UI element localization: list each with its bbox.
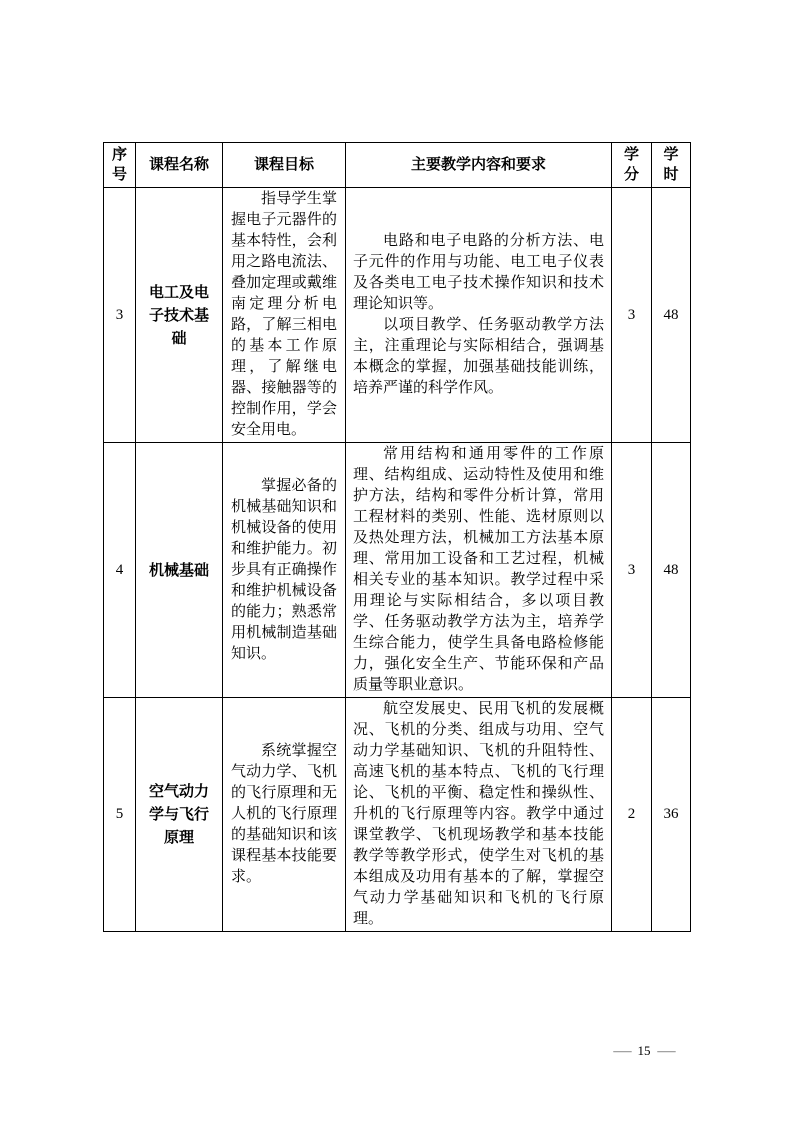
course-hours: 48 bbox=[652, 188, 691, 443]
row-number: 5 bbox=[104, 698, 136, 932]
table-row bbox=[104, 443, 691, 698]
footer-dash-left: — bbox=[612, 1043, 632, 1058]
course-content bbox=[346, 188, 612, 443]
table-header-row bbox=[104, 143, 691, 188]
course-hours: 36 bbox=[652, 698, 691, 932]
content-paragraph: 常用结构和通用零件的工作原理、结构组成、运动特性及使用和维护方法，结构和零件分析计算，常用工程材料的类别、性能、选材原则以及热处理方法，机械加工方法基本原理、常用加工设备和工艺过程，机械相关专业的基本知识。教学过程中采用理论与实际相结合，多以项目教学、任务驱动教学方法为主，培养学生综合能力，使学生具备电路检修能力，强化安全生产、节能环保和产品质量等职业意识。 bbox=[353, 446, 604, 693]
objective-paragraph: 系统掌握空气动力学、飞机的飞行原理和无人机的飞行原理的基础知识和该课程基本技能要求。 bbox=[231, 743, 337, 885]
course-credits: 2 bbox=[612, 698, 652, 932]
course-table bbox=[103, 142, 691, 932]
content-paragraph: 以项目教学、任务驱动教学方法主，注重理论与实际相结合，强调基本概念的掌握，加强基础技能训练，培养严谨的科学作风。 bbox=[353, 317, 604, 396]
table-row bbox=[104, 698, 691, 932]
column-header-hours: 学时 bbox=[652, 143, 691, 188]
course-name: 空气动力学与飞行原理 bbox=[136, 698, 223, 932]
column-header-content: 主要教学内容和要求 bbox=[346, 143, 612, 188]
course-name: 机械基础 bbox=[136, 443, 223, 698]
course-content bbox=[346, 698, 612, 932]
page-number: 15 bbox=[637, 1043, 651, 1058]
course-objective bbox=[223, 188, 346, 443]
column-header-credits: 学分 bbox=[612, 143, 652, 188]
objective-paragraph: 指导学生掌握电子元器件的基本特性，会利用之路电流法、叠加定理或戴维南定理分析电路，了解三相电的基本工作原理，了解继电器、接触器等的控制作用，学会安全用电。 bbox=[231, 191, 337, 438]
row-number: 3 bbox=[104, 188, 136, 443]
column-header-objective: 课程目标 bbox=[223, 143, 346, 188]
objective-paragraph: 掌握必备的机械基础知识和机械设备的使用和维护能力。初步具有正确操作和维护机械设备的能力；熟悉常用机械制造基础知识。 bbox=[231, 477, 337, 662]
column-header-course-name: 课程名称 bbox=[136, 143, 223, 188]
table-row bbox=[104, 188, 691, 443]
course-credits: 3 bbox=[612, 443, 652, 698]
course-name: 电工及电子技术基础 bbox=[136, 188, 223, 443]
column-header-no: 序号 bbox=[104, 143, 136, 188]
course-objective bbox=[223, 443, 346, 698]
footer-dash-right: — bbox=[656, 1043, 676, 1058]
content-paragraph: 航空发展史、民用飞机的发展概况、飞机的分类、组成与功用、空气动力学基础知识、飞机的升阻特性、高速飞机的基本特点、飞机的飞行理论、飞机的平衡、稳定性和操纵性、升机的飞行原理等内容。教学中通过课堂教学、飞机现场教学和基本技能教学等教学形式，使学生对飞机的基本组成及功用有基本的了解，掌握空气动力学基础知识和飞机的飞行原理。 bbox=[353, 701, 604, 927]
course-content bbox=[346, 443, 612, 698]
row-number: 4 bbox=[104, 443, 136, 698]
course-objective bbox=[223, 698, 346, 932]
course-credits: 3 bbox=[612, 188, 652, 443]
page-footer bbox=[596, 1043, 692, 1059]
content-paragraph: 电路和电子电路的分析方法、电子元件的作用与功能、电工电子仪表及各类电工电子技术操作知识和技术理论知识等。 bbox=[353, 233, 604, 312]
course-hours: 48 bbox=[652, 443, 691, 698]
